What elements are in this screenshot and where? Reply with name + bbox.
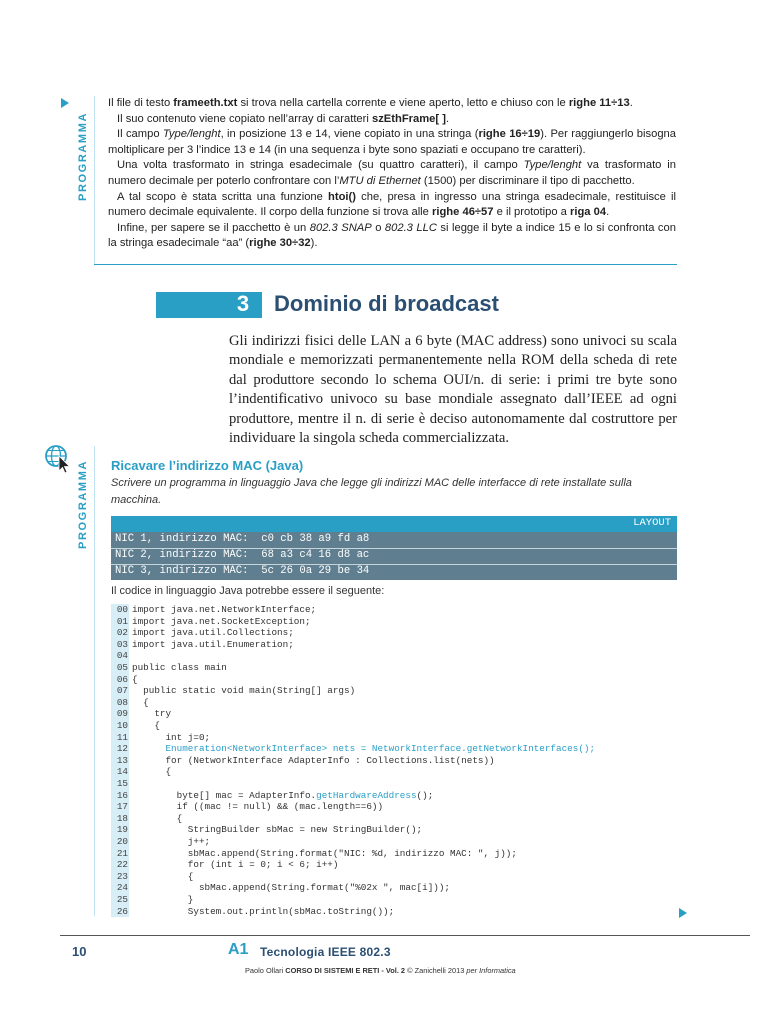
sidebar-divider: [94, 96, 95, 264]
section-title: Dominio di broadcast: [274, 291, 499, 316]
code-text: [132, 755, 495, 767]
code-token: import java.net.SocketException;: [132, 615, 311, 627]
text-run: Il file di testo: [108, 97, 174, 109]
line-number: 15: [111, 778, 129, 790]
text-run: ).: [310, 237, 318, 250]
text-run: Il campo: [117, 128, 163, 141]
text-run: Il suo contenuto viene copiato nell’array di caratteri: [117, 112, 372, 125]
code-token: try: [132, 708, 172, 720]
text-run: (1500) per discriminare il tipo di pacchetto.: [420, 174, 635, 187]
program-title: Ricavare l’indirizzo MAC (Java): [111, 458, 304, 473]
code-token: }: [132, 894, 194, 905]
layout-header: [111, 516, 677, 532]
line-number: 16: [111, 790, 129, 802]
line-number: 10: [111, 720, 129, 732]
line-number: 05: [111, 662, 129, 674]
line-number: 08: [111, 697, 129, 709]
line-number: 23: [111, 871, 129, 883]
code-token: byte[] mac = AdapterInfo.: [132, 789, 317, 801]
explanation-paragraph: [108, 112, 676, 128]
layout-row: NIC 3, indirizzo MAC: 5c 26 0a 29 be 34: [115, 565, 370, 577]
code-token: {: [132, 812, 183, 824]
code-text: [132, 894, 193, 906]
text-run: righe 46÷57: [432, 206, 494, 219]
code-text: [132, 662, 227, 674]
text-run: A tal scopo è stata scritta una funzione: [117, 190, 329, 203]
credit-line: [245, 966, 516, 975]
line-number: 13: [111, 755, 129, 767]
text-run: 802.3 LLC: [384, 221, 437, 234]
code-text: [132, 685, 355, 697]
text-run: si trova nella cartella corrente e viene aperto, letto e chiuso con le: [237, 97, 569, 109]
line-number: 18: [111, 813, 129, 825]
code-token: StringBuilder sbMac = new StringBuilder();: [132, 824, 423, 836]
layout-row: NIC 1, indirizzo MAC: c0 cb 38 a9 fd a8: [115, 533, 370, 545]
code-token: {: [132, 766, 172, 778]
code-token: ();: [416, 789, 434, 801]
program-description: Scrivere un programma in linguaggio Java che legge gli indirizzi MAC delle interfacce di rete installate sulla macchina.: [111, 477, 632, 506]
line-number: 14: [111, 766, 129, 778]
text-run: Type/lenght: [162, 128, 221, 141]
line-number: 22: [111, 859, 129, 871]
code-token: j++;: [132, 836, 211, 847]
code-text: [132, 627, 294, 639]
text-run: , in posizione 13 e 14, viene copiato in una stringa (: [220, 128, 479, 141]
code-token: if ((mac != null) && (mac.length==6)): [132, 801, 384, 813]
arrow-icon: [679, 908, 687, 918]
line-number: 07: [111, 685, 129, 697]
text-run: righe 30÷32: [249, 237, 311, 250]
code-text: [132, 801, 383, 813]
code-token: Enumeration<NetworkInterface> nets = NetworkInterface.getNetworkInterfaces();: [132, 743, 596, 755]
explanation-paragraph: [108, 127, 676, 158]
line-number: 00: [111, 604, 129, 616]
divider-rule: [94, 264, 677, 265]
line-number: 01: [111, 616, 129, 628]
text-run: Infine, per sapere se il pacchetto è un: [117, 221, 310, 234]
code-token: for (NetworkInterface AdapterInfo : Collections.list(nets)): [132, 754, 495, 766]
code-token: System.out.println(sbMac.toString());: [132, 905, 395, 917]
line-number: 17: [111, 801, 129, 813]
code-text: [132, 708, 171, 720]
chapter-title: Tecnologia IEEE 802.3: [260, 945, 391, 959]
credit-run: CORSO DI SISTEMI E RETI - Vol. 2: [285, 966, 406, 975]
code-token: sbMac.append(String.format("NIC: %d, indirizzo MAC: ", j));: [132, 847, 517, 859]
code-text: [132, 871, 193, 883]
line-number: 21: [111, 848, 129, 860]
explanation-paragraph: [108, 221, 676, 252]
code-token: import java.util.Collections;: [132, 627, 294, 639]
text-run: szEthFrame[ ]: [371, 112, 446, 125]
explanation-paragraph: [108, 96, 676, 112]
text-run: htoi(): [328, 190, 356, 203]
layout-label: LAYOUT: [633, 517, 671, 529]
line-number: 12: [111, 743, 129, 755]
explanation-paragraph: [108, 190, 676, 221]
sidebar-divider: [94, 446, 95, 916]
page-number: 10: [72, 944, 87, 959]
code-text: [132, 720, 160, 732]
line-number: 03: [111, 639, 129, 651]
text-run: righe 16÷19: [478, 128, 541, 141]
code-token: getHardwareAddress: [316, 789, 417, 801]
text-run: Type/lenght: [523, 159, 582, 172]
section-body: Gli indirizzi fisici delle LAN a 6 byte (MAC address) sono univoci su scala mondiale e memorizzati permanentemente nella ROM della scheda di rete dal produttore secondo lo schema OUI/n. di serie: i primi tre byte sono l’indentificativo univoco su base mondiale assegnato dall’IEEE ad ogni produttore, mentre il n. di serie è deciso autonomamente dal costruttore per individuare la singola scheda commercializzata.: [229, 333, 677, 447]
text-run: va trasformato in numero decimale per poterlo confrontare con l’: [108, 159, 676, 187]
line-number: 09: [111, 708, 129, 720]
line-number: 11: [111, 732, 129, 744]
explanation-text: [108, 96, 676, 252]
code-token: {: [132, 673, 138, 685]
section-number: 3: [236, 291, 250, 316]
code-text: [132, 906, 394, 918]
line-number: 26: [111, 906, 129, 918]
text-run: Una volta trasformato in stringa esadecimale (su quattro caratteri), il campo: [117, 159, 524, 172]
arrow-icon: [61, 98, 69, 108]
text-run: riga 04: [570, 206, 607, 219]
credit-run: Paolo Ollari: [245, 966, 286, 975]
credit-run: per Informatica: [466, 966, 516, 975]
chapter-code: A1: [228, 941, 249, 958]
code-text: [132, 732, 210, 744]
line-number: 04: [111, 650, 129, 662]
code-text: [132, 836, 210, 848]
sidebar-label: PROGRAMMA: [77, 112, 89, 201]
credit-run: © Zanichelli 2013: [405, 966, 467, 975]
layout-row: NIC 2, indirizzo MAC: 68 a3 c4 16 d8 ac: [115, 549, 370, 561]
code-text: [132, 848, 517, 860]
code-text: [132, 674, 138, 686]
code-text: [132, 824, 422, 836]
explanation-paragraph: [108, 158, 676, 189]
text-run: righe 11÷13: [568, 97, 630, 109]
text-run: si legge il byte a indice 15 e lo si confronta con la stringa esadecimale “aa” (: [108, 221, 676, 250]
code-token: import java.util.Enumeration;: [132, 638, 294, 650]
layout-output: [111, 532, 677, 580]
code-text: [132, 639, 294, 651]
line-number: 24: [111, 882, 129, 894]
code-token: int j=0;: [132, 731, 211, 743]
text-run: frameeth.txt: [173, 97, 238, 109]
text-run: .: [606, 206, 610, 219]
code-text: [132, 697, 149, 709]
line-number: 02: [111, 627, 129, 639]
code-token: public static void main(String[] args): [132, 685, 356, 697]
text-run: ). Per raggiungerlo bisogna moltiplicare per 3 l’indice 13 e 14 (in una sequenza i byte sono spaziati e occupano tre caratteri).: [108, 128, 676, 156]
code-text: [132, 743, 595, 755]
text-run: .: [629, 97, 633, 109]
code-text: [132, 790, 433, 802]
line-number: 06: [111, 674, 129, 686]
text-run: 802.3 SNAP: [309, 221, 372, 234]
code-text: [132, 859, 338, 871]
code-text: [132, 882, 450, 894]
sidebar-label: PROGRAMMA: [77, 460, 89, 549]
code-intro: Il codice in linguaggio Java potrebbe essere il seguente:: [111, 585, 385, 597]
code-token: {: [132, 870, 194, 882]
line-number: 20: [111, 836, 129, 848]
code-token: {: [132, 696, 149, 708]
text-run: che, presa in ingresso una stringa esadecimale, restituisce il numero decimale equivalente. Il corpo della funzione si trova alle: [108, 190, 676, 219]
text-run: e il prototipo a: [493, 206, 571, 219]
line-number: 25: [111, 894, 129, 906]
footer-rule: [60, 935, 750, 936]
code-token: {: [132, 720, 160, 731]
text-run: o: [371, 221, 385, 234]
text-run: .: [445, 112, 450, 125]
code-token: sbMac.append(String.format("%02x ", mac[i]));: [132, 882, 451, 894]
code-token: for (int i = 0; i < 6; i++): [132, 859, 339, 871]
code-text: [132, 813, 182, 825]
code-token: public class main: [132, 662, 227, 673]
code-text: [132, 616, 311, 628]
code-text: [132, 604, 316, 616]
globe-cursor-icon: [44, 444, 74, 474]
code-token: import java.net.NetworkInterface;: [132, 604, 317, 615]
line-number: 19: [111, 824, 129, 836]
code-text: [132, 766, 171, 778]
text-run: MTU di Ethernet: [339, 174, 421, 187]
